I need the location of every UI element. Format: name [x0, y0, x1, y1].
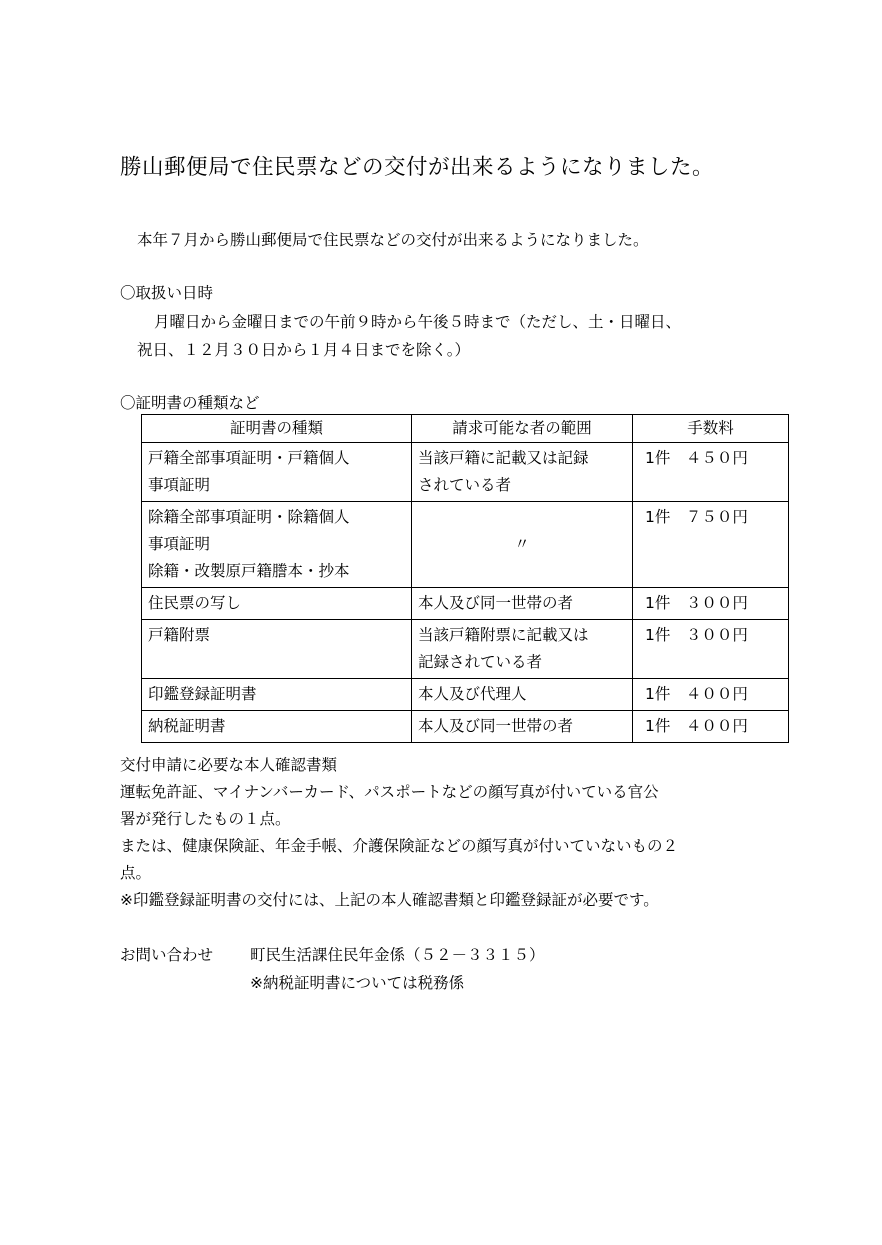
contact-dept: 町民生活課住民年金係（５２－３３１５）: [250, 946, 545, 964]
contact-label: お問い合わせ: [120, 946, 214, 964]
fee-cell: 1件 ３００円: [633, 588, 789, 620]
eligible-cell: 当該戸籍に記載又は記録 されている者: [412, 443, 633, 502]
page-title: 勝山郵便局で住民票などの交付が出来るようになりました。: [120, 155, 715, 180]
cert-type-cell: 印鑑登録証明書: [142, 679, 412, 711]
eligible-cell: 本人及び同一世帯の者: [412, 588, 633, 620]
id-docs-line-4: 点。: [120, 864, 152, 882]
hours-line-2: 祝日、１２月３０日から１月４日までを除く。）: [137, 341, 470, 359]
eligible-cell: 本人及び代理人: [412, 679, 633, 711]
table-row: [142, 443, 789, 502]
header-eligible: 請求可能な者の範囲: [412, 415, 633, 443]
certificates-heading: 〇証明書の種類など: [120, 394, 260, 412]
header-cert-type: 証明書の種類: [142, 415, 412, 443]
table-header-row: [142, 415, 789, 443]
cert-type-cell: 除籍全部事項証明・除籍個人 事項証明 除籍・改製原戸籍謄本・抄本: [142, 502, 412, 588]
table-row: [142, 620, 789, 679]
id-docs-line-2: 署が発行したもの１点。: [120, 810, 291, 828]
id-docs-line-3: または、健康保険証、年金手帳、介護保険証などの顔写真が付いていないもの２: [120, 837, 679, 855]
fee-cell: 1件 ３００円: [633, 620, 789, 679]
eligible-cell: 〃: [412, 502, 633, 588]
fee-cell: 1件 ４５０円: [633, 443, 789, 502]
id-docs-line-1: 運転免許証、マイナンバーカード、パスポートなどの顔写真が付いている官公: [120, 783, 659, 801]
contact-note: ※納税証明書については税務係: [250, 974, 465, 992]
certificates-table: [141, 414, 789, 743]
fee-cell: 1件 ４００円: [633, 679, 789, 711]
intro-text: 本年７月から勝山郵便局で住民票などの交付が出来るようになりました。: [137, 231, 649, 249]
table-row: [142, 502, 789, 588]
hours-line-1: 月曜日から金曜日までの午前９時から午後５時まで（ただし、土・日曜日、: [154, 313, 682, 331]
table-row: [142, 588, 789, 620]
table-row: [142, 679, 789, 711]
cert-type-cell: 納税証明書: [142, 711, 412, 743]
cert-type-cell: 戸籍全部事項証明・戸籍個人 事項証明: [142, 443, 412, 502]
fee-cell: 1件 ４００円: [633, 711, 789, 743]
table-row: [142, 711, 789, 743]
eligible-cell: 本人及び同一世帯の者: [412, 711, 633, 743]
header-fee: 手数料: [633, 415, 789, 443]
id-docs-heading: 交付申請に必要な本人確認書類: [120, 756, 338, 774]
cert-type-cell: 戸籍附票: [142, 620, 412, 679]
eligible-cell: 当該戸籍附票に記載又は 記録されている者: [412, 620, 633, 679]
id-docs-note: ※印鑑登録証明書の交付には、上記の本人確認書類と印鑑登録証が必要です。: [120, 891, 659, 909]
fee-cell: 1件 ７５０円: [633, 502, 789, 588]
hours-heading: 〇取扱い日時: [120, 284, 214, 302]
cert-type-cell: 住民票の写し: [142, 588, 412, 620]
